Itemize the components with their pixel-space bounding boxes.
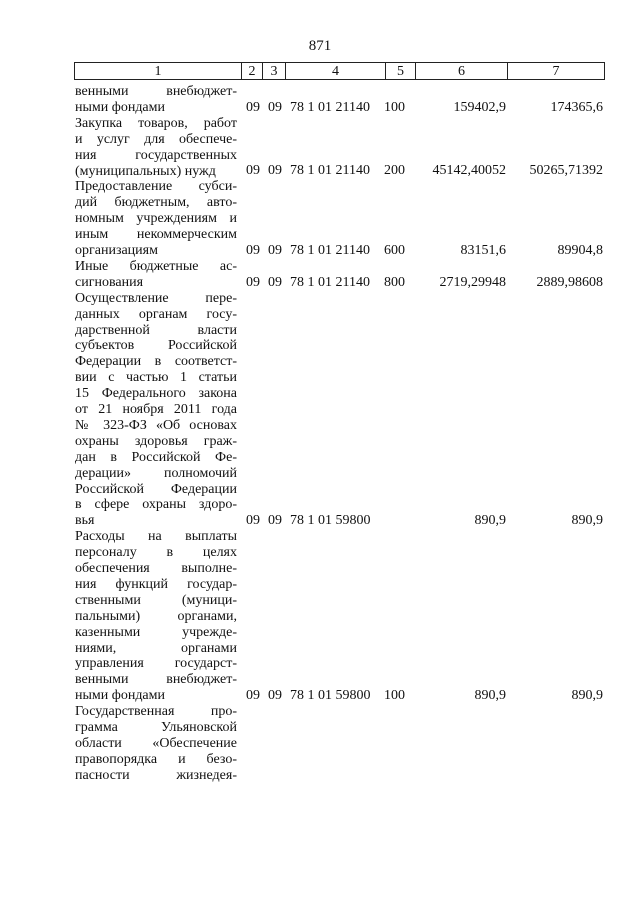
row-name bbox=[75, 529, 237, 704]
row-name-line: дан в Российской Фе- bbox=[75, 449, 237, 465]
row-name-line: ния функций государ- bbox=[75, 576, 237, 592]
cell-col-7: 89904,8 bbox=[557, 242, 603, 258]
row-name-line: Закупка товаров, работ bbox=[75, 115, 237, 131]
row-name-line: ными фондами bbox=[75, 688, 166, 704]
cell-col-6: 890,9 bbox=[474, 513, 506, 529]
row-name bbox=[75, 291, 237, 530]
cell-col-2: 09 bbox=[246, 513, 260, 529]
row-name-line: субъектов Российской bbox=[75, 338, 237, 354]
row-name-line: от 21 ноября 2011 года bbox=[75, 402, 237, 418]
row-name-line: обеспечения выполне- bbox=[75, 561, 237, 576]
row-name-line: грамма Ульяновской bbox=[75, 720, 237, 735]
row-name-line: номным учреждениям и bbox=[75, 211, 237, 227]
row-name-line: Федерации в соответст- bbox=[75, 354, 237, 370]
cell-col-2: 09 bbox=[246, 242, 260, 258]
header-col-2: 2 bbox=[241, 62, 262, 80]
row-name-line: дерации» полномочий bbox=[75, 465, 237, 481]
cell-col-4: 78 1 01 21140 bbox=[290, 242, 370, 258]
cell-col-7: 890,9 bbox=[571, 513, 603, 529]
row-name-line: вии с частью 1 статьи bbox=[75, 370, 237, 386]
row-name-line: Российской Федерации bbox=[75, 481, 237, 497]
cell-col-7: 174365,6 bbox=[550, 99, 603, 115]
cell-col-5: 200 bbox=[384, 163, 405, 179]
header-col-7: 7 bbox=[507, 62, 605, 80]
cell-col-6: 2719,29948 bbox=[439, 274, 506, 290]
row-name-line: в сфере охраны здоро- bbox=[75, 497, 237, 513]
cell-col-6: 159402,9 bbox=[453, 99, 506, 115]
row-name-line: и услуг для обеспече- bbox=[75, 131, 237, 147]
row-name-line: ными фондами bbox=[75, 99, 166, 115]
row-name bbox=[75, 259, 237, 291]
cell-col-3: 09 bbox=[268, 242, 282, 258]
header-col-6: 6 bbox=[415, 62, 507, 80]
row-name-line: казенными учрежде- bbox=[75, 624, 237, 640]
row-name bbox=[75, 704, 237, 784]
cell-col-3: 09 bbox=[268, 99, 282, 115]
cell-col-3: 09 bbox=[268, 688, 282, 704]
row-name bbox=[75, 84, 237, 116]
row-name-line: охраны здоровья граж- bbox=[75, 433, 237, 449]
row-name-line: (муниципальных) нужд bbox=[75, 163, 216, 179]
cell-col-6: 890,9 bbox=[474, 688, 506, 704]
cell-col-5: 600 bbox=[384, 242, 405, 258]
cell-col-4: 78 1 01 59800 bbox=[290, 688, 371, 704]
row-name-line: данных органам госу- bbox=[75, 306, 237, 322]
row-name-line: ственными (муници- bbox=[75, 592, 237, 608]
cell-col-5: 100 bbox=[384, 99, 405, 115]
row-name-line: венными внебюджет- bbox=[75, 672, 237, 688]
row-name-line: персоналу в целях bbox=[75, 545, 237, 561]
row-name bbox=[75, 116, 237, 180]
cell-col-3: 09 bbox=[268, 163, 282, 179]
row-name-line: № 323-ФЗ «Об основах bbox=[75, 417, 237, 433]
row-name-line: пасности жизнедея- bbox=[75, 767, 237, 783]
cell-col-4: 78 1 01 59800 bbox=[290, 513, 371, 529]
header-col-1: 1 bbox=[74, 62, 241, 80]
row-name-line: области «Обеспечение bbox=[75, 735, 237, 751]
row-name-line: организациям bbox=[75, 243, 158, 259]
row-name-line: дарственной власти bbox=[75, 322, 237, 338]
row-name-line: Расходы на выплаты bbox=[75, 529, 237, 545]
row-name-line: Осуществление пере- bbox=[75, 290, 237, 306]
cell-col-5: 100 bbox=[384, 688, 405, 704]
row-name-line: сигнования bbox=[75, 274, 144, 290]
cell-col-6: 83151,6 bbox=[460, 242, 506, 258]
row-name-line: 15 Федерального закона bbox=[75, 386, 237, 402]
cell-col-2: 09 bbox=[246, 99, 260, 115]
row-name-line: ния государственных bbox=[75, 147, 237, 163]
row-name-line: Государственная про- bbox=[75, 704, 237, 720]
cell-col-6: 45142,40052 bbox=[432, 163, 506, 179]
row-name-line: пальными) органами, bbox=[75, 608, 237, 624]
cell-col-7: 50265,71392 bbox=[529, 163, 603, 179]
cell-col-2: 09 bbox=[246, 163, 260, 179]
cell-col-5: 800 bbox=[384, 274, 405, 290]
row-name-line: Предоставление субси- bbox=[75, 179, 237, 195]
row-name-line: правопорядка и безо- bbox=[75, 751, 237, 767]
cell-col-2: 09 bbox=[246, 274, 260, 290]
cell-col-3: 09 bbox=[268, 274, 282, 290]
cell-col-4: 78 1 01 21140 bbox=[290, 274, 370, 290]
cell-col-4: 78 1 01 21140 bbox=[290, 99, 370, 115]
row-name-line: венными внебюджет- bbox=[75, 84, 237, 99]
row-name-line: управления государст- bbox=[75, 656, 237, 672]
cell-col-7: 890,9 bbox=[571, 688, 603, 704]
cell-col-4: 78 1 01 21140 bbox=[290, 163, 370, 179]
row-name bbox=[75, 179, 237, 259]
row-name-line: вья bbox=[75, 513, 95, 529]
header-col-4: 4 bbox=[285, 62, 385, 80]
row-name-line: ниями, органами bbox=[75, 640, 237, 656]
page-number: 871 bbox=[308, 38, 332, 54]
header-col-5: 5 bbox=[385, 62, 415, 80]
cell-col-7: 2889,98608 bbox=[536, 274, 603, 290]
cell-col-2: 09 bbox=[246, 688, 260, 704]
row-name-line: иным некоммерческим bbox=[75, 227, 237, 243]
cell-col-3: 09 bbox=[268, 513, 282, 529]
row-name-line: Иные бюджетные ас- bbox=[75, 258, 237, 274]
row-name-line: дий бюджетным, авто- bbox=[75, 195, 237, 211]
table-header bbox=[74, 62, 605, 80]
header-col-3: 3 bbox=[262, 62, 285, 80]
